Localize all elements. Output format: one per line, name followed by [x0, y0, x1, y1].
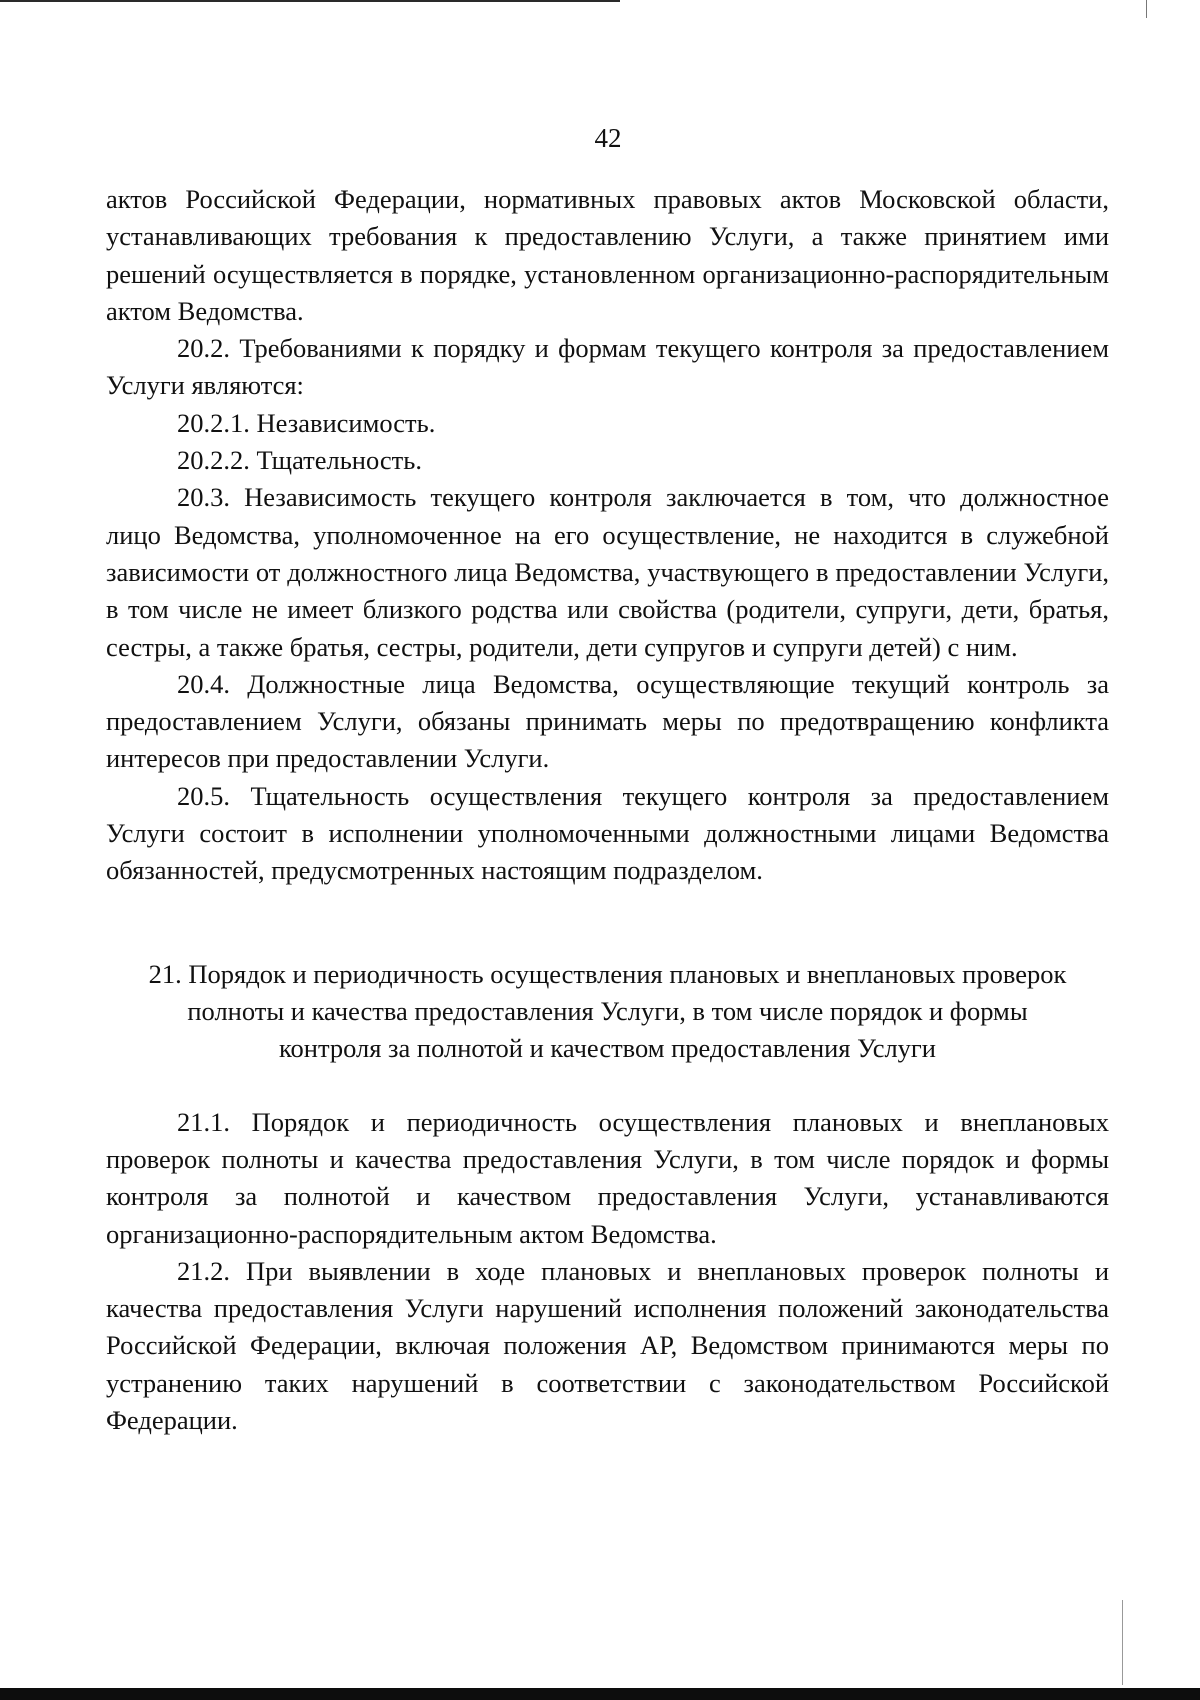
- scan-edge-right-bottom: [1122, 1600, 1123, 1685]
- scan-edge-bottom: [0, 1688, 1200, 1700]
- paragraph-continuation: актов Российской Федерации, нормативных правовых актов Московской области, устанавливающих требования к предоставлению Услуги, а также принятием ими решений осуществляется в порядке, установленном организационно-распорядительным актом Ведомства.: [106, 184, 1109, 326]
- paragraph-21-2: 21.2. При выявлении в ходе плановых и внеплановых проверок полноты и качества предоставления Услуги нарушений исполнения положений законодательства Российской Федерации, включая положения АР, Ведомством принимаются меры по устранению таких нарушений в соответствии с законодательством Российской Федерации.: [106, 1255, 1109, 1436]
- scan-edge-right: [1146, 0, 1147, 18]
- section-heading-line: полноты и качества предоставления Услуги, в том числе порядок и формы: [187, 995, 1028, 1026]
- paragraph-20-2-2: 20.2.2. Тщательность.: [177, 445, 422, 476]
- document-body: [106, 181, 1109, 1439]
- paragraph-20-4: 20.4. Должностные лица Ведомства, осуществляющие текущий контроль за предоставлением Услуги, обязаны принимать меры по предотвращению конфликта интересов при предоставлении Услуги.: [106, 668, 1109, 774]
- paragraph-20-3: 20.3. Независимость текущего контроля заключается в том, что должностное лицо Ведомства, уполномоченное на его осуществление, не находится в служебной зависимости от должностного лица Ведомства, участвующего в предоставлении Услуги, в том числе не имеет близкого родства или свойства (родители, супруги, дети, братья, сестры, а также братья, сестры, родители, дети супругов и супруги детей) с ним.: [106, 482, 1109, 662]
- section-heading-21: [106, 956, 1109, 1067]
- paragraph-20-2-1: 20.2.1. Независимость.: [177, 407, 436, 438]
- paragraph-20-5: 20.5. Тщательность осуществления текущего контроля за предоставлением Услуги состоит в исполнении уполномоченными должностными лицами Ведомства обязанностей, предусмотренных настоящим подразделом.: [106, 780, 1109, 886]
- scan-edge-top: [0, 0, 620, 2]
- paragraph-20-2: 20.2. Требованиями к порядку и формам текущего контроля за предоставлением Услуги являются:: [106, 333, 1109, 401]
- section-heading-line: 21. Порядок и периодичность осуществления плановых и внеплановых проверок: [148, 958, 1067, 989]
- page-number: 42: [594, 123, 622, 153]
- section-heading-line: контроля за полнотой и качеством предоставления Услуги: [279, 1032, 936, 1063]
- paragraph-21-1: 21.1. Порядок и периодичность осуществления плановых и внеплановых проверок полноты и качества предоставления Услуги, в том числе порядок и формы контроля за полнотой и качеством предоставления Услуги, устанавливаются организационно-распорядительным актом Ведомства.: [106, 1106, 1109, 1249]
